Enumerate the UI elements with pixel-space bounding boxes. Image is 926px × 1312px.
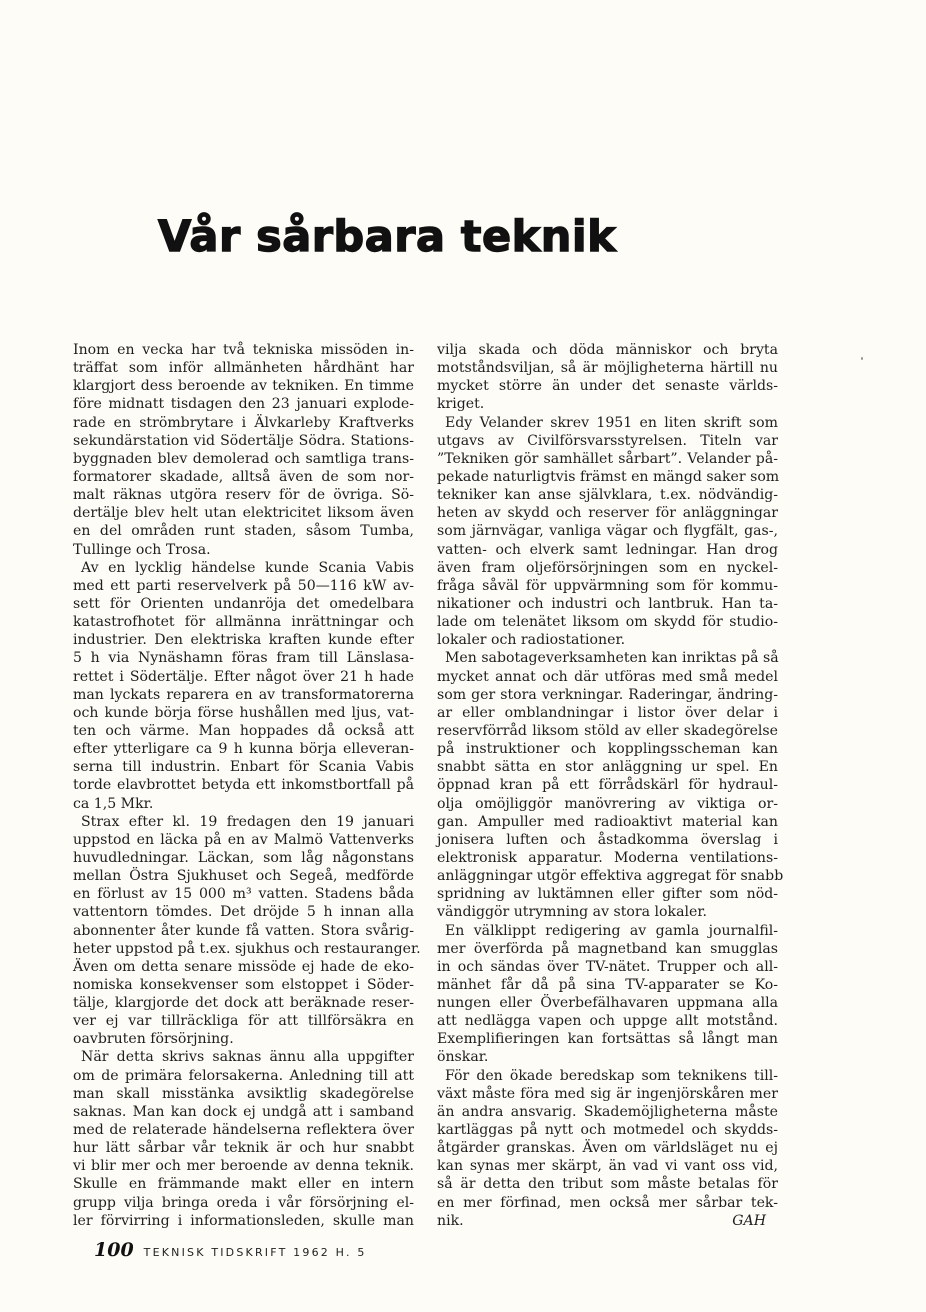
text-line: 5 h via Nynäshamn föras fram till Länslasa- <box>73 650 414 667</box>
text-line: nungen eller Överbefälhavaren uppmana alla <box>437 995 778 1012</box>
scan-speck <box>861 357 863 360</box>
text-line: vattentorn tömdes. Det dröjde 5 h innan alla <box>73 904 414 921</box>
text-line: Exemplifieringen kan fortsättas så långt man <box>437 1031 778 1048</box>
text-line: katastrofhotet för allmänna inrättningar och <box>73 614 414 631</box>
text-line: Strax efter kl. 19 fredagen den 19 januari <box>81 813 414 830</box>
text-line: och kunde börja förse hushållen med ljus, vat- <box>73 704 414 721</box>
text-line: träffat som inför allmänheten hårdhänt har <box>73 360 414 377</box>
text-line: En välklippt redigering av gamla journalfil- <box>445 922 778 939</box>
text-line: kartläggas på nytt och motmedel och skydds- <box>437 1122 778 1139</box>
page-number: 100 <box>94 1239 134 1261</box>
text-line: nomiska konsekvenser som elstoppet i Söder- <box>73 976 414 993</box>
text-line: ver ej var tillräckliga för att tillförsäkra en <box>73 1013 414 1030</box>
text-line: före midnatt tisdagen den 23 januari explode- <box>73 396 414 413</box>
text-line: Men sabotageverksamheten kan inriktas på så <box>445 650 779 667</box>
text-line: ”Tekniken gör samhället sårbart”. Velander på- <box>437 450 778 467</box>
text-line: en mer förfinad, men också mer sårbar tek- <box>437 1194 778 1211</box>
text-line: än andra ansvarig. Skademöjligheterna måste <box>437 1103 778 1120</box>
text-line: vilja skada och döda människor och bryta <box>437 342 778 358</box>
text-line: Tullinge och Trosa. <box>73 541 211 558</box>
text-line: även fram oljeförsörjningen som en nyckel- <box>437 559 778 576</box>
journal-issue: TEKNISK TIDSKRIFT 1962 H. 5 <box>143 1246 367 1259</box>
text-line: mer överförda på magnetband kan smugglas <box>437 940 778 957</box>
text-line: som järnvägar, vanliga vägar och flygfält, gas-, <box>437 523 778 540</box>
text-line: oavbruten försörjning. <box>73 1031 234 1048</box>
text-line: kriget. <box>437 396 485 413</box>
page-footer <box>94 1239 367 1261</box>
text-line: rade en strömbrytare i Älvkarleby Kraftverks <box>73 414 414 431</box>
text-line: torde elavbrottet betyda ett inkomstbortfall på <box>73 777 414 794</box>
text-line: med de relaterade händelserna reflektera över <box>73 1122 414 1139</box>
text-line: en förlust av 15 000 m³ vatten. Stadens båda <box>73 886 414 903</box>
text-line: snabbt sätta en stor anläggning ur spel. En <box>437 759 778 776</box>
text-line: kan synas mer skärpt, än vad vi vant oss vid, <box>437 1158 778 1175</box>
text-line: heten av skydd och reserver för anläggningar <box>437 505 778 522</box>
text-line: spridning av luktämnen eller gifter som nöd- <box>437 886 778 903</box>
text-line: lade om telenätet liksom om skydd för studio- <box>437 614 778 631</box>
text-line: Inom en vecka har två tekniska missöden in- <box>73 342 414 358</box>
text-line: växt måste föra med sig är ingenjörskåren mer <box>437 1085 778 1102</box>
text-line: nikationer och industri och lantbruk. Han ta- <box>437 595 778 612</box>
text-line: rettet i Södertälje. Efter något över 21 h hade <box>73 668 414 685</box>
text-line: anläggningar utgör effektiva aggregat för snabb <box>437 868 784 885</box>
text-line: sett för Orienten undanröja det omedelbara <box>73 595 414 612</box>
text-line: malt räknas utgöra reserv för de övriga. Sö- <box>73 487 414 504</box>
text-line: en del områden runt staden, såsom Tumba, <box>73 523 414 540</box>
text-line: När detta skrivs saknas ännu alla uppgifter <box>81 1049 414 1066</box>
text-line: industrier. Den elektriska kraften kunde efter <box>73 632 414 649</box>
text-line: motståndsviljan, så är möjligheterna härtill nu <box>437 360 778 377</box>
text-line: ler förvirring i informationsleden, skulle man <box>73 1212 414 1229</box>
text-line: byggnaden blev demolerad och samtliga trans- <box>73 450 414 467</box>
text-line: nik. <box>437 1212 464 1229</box>
text-line: Edy Velander skrev 1951 en liten skrift som <box>445 414 778 431</box>
text-line: vändiggör utrymning av stora lokaler. <box>437 904 707 921</box>
text-line: man lyckats reparera en av transformatorerna <box>73 686 414 703</box>
text-line: abonnenter åter kunde få vatten. Stora svårig- <box>73 922 414 939</box>
text-line: Även om detta senare missöde ej hade de eko- <box>73 958 414 975</box>
text-line: mänhet får då på sina TV-apparater se Ko- <box>437 976 778 993</box>
text-line: gan. Ampuller med radioaktivt material kan <box>437 813 778 830</box>
text-line: att nedlägga vapen och uppge allt motstånd. <box>437 1013 778 1030</box>
text-line: ar eller omblandningar i listor över delar i <box>437 704 778 721</box>
text-line: För den ökade beredskap som teknikens till- <box>445 1067 778 1084</box>
text-line: in och sändas över TV-nätet. Trupper och all- <box>437 958 778 975</box>
text-line: man skall misstänka avsiktlig skadegörelse <box>73 1085 414 1102</box>
text-line: åtgärder granskas. Även om världsläget nu ej <box>437 1140 778 1157</box>
text-line: med ett parti reservelverk på 50—116 kW av- <box>73 577 414 594</box>
text-line: Av en lycklig händelse kunde Scania Vabis <box>81 559 414 576</box>
right-text-column <box>437 341 784 1230</box>
text-line: efter ytterligare ca 9 h kunna börja elleveran- <box>73 741 414 758</box>
text-line: så är detta den tribut som måste betalas för <box>437 1176 778 1193</box>
text-line: fråga såväl för uppvärmning som för kommu- <box>437 577 778 594</box>
text-line: tekniker kan anse självklara, t.ex. nödvändig- <box>437 487 778 504</box>
text-line: på instruktioner och kopplingsscheman kan <box>437 741 778 758</box>
text-line: mellan Östra Sjukhuset och Segeå, medförde <box>73 868 414 885</box>
left-text-column <box>73 341 421 1230</box>
text-line: huvudledningar. Läckan, som låg någonstans <box>73 849 414 866</box>
text-line: grupp vilja bringa oreda i vår försörjning el- <box>73 1194 414 1211</box>
text-line: vi blir mer och mer beroende av denna teknik. <box>73 1158 414 1175</box>
text-line: saknas. Man kan dock ej undgå att i samband <box>73 1103 414 1120</box>
text-line: jonisera luften och åstadkomma överslag i <box>437 831 778 848</box>
text-line: mycket annat och där utföras med små medel <box>437 668 778 685</box>
signature-line <box>437 1212 778 1230</box>
text-line: mycket större än under det senaste världs- <box>437 378 778 395</box>
text-line: vatten- och elverk samt ledningar. Han drog <box>437 541 778 558</box>
text-line: om de primära felorsakerna. Anledning till att <box>73 1067 414 1084</box>
text-line: klargjort dess beroende av tekniken. En timme <box>73 378 414 395</box>
text-line: formatorer skadade, alltså även de som nor- <box>73 468 414 485</box>
text-line: ten och värme. Man hoppades då också att <box>73 722 414 739</box>
text-line: som ger stora verkningar. Raderingar, ändring- <box>437 686 778 703</box>
text-line: elektronisk apparatur. Moderna ventilations- <box>437 849 778 866</box>
text-line: dertälje blev helt utan elektricitet liksom även <box>73 505 414 522</box>
text-line: ca 1,5 Mkr. <box>73 795 154 812</box>
text-line: Skulle en främmande makt eller en intern <box>73 1176 414 1193</box>
text-line: heter uppstod på t.ex. sjukhus och restauranger. <box>73 940 421 957</box>
text-line: serna till industrin. Enbart för Scania Vabis <box>73 759 414 776</box>
article-title: Vår sårbara teknik <box>158 212 617 262</box>
text-line: önskar. <box>437 1049 489 1066</box>
text-line: lokaler och radiostationer. <box>437 632 626 649</box>
text-line: olja omöjliggör manövrering av viktiga or- <box>437 795 778 812</box>
text-line: utgavs av Civilförsvarsstyrelsen. Titeln var <box>437 432 778 449</box>
text-line: sekundärstation vid Södertälje Södra. Stations- <box>73 432 414 449</box>
text-line: öppnad kran på ett förrådskärl för hydraul- <box>437 777 778 794</box>
text-line: reservförråd liksom stöld av eller skadegörelse <box>437 722 778 739</box>
text-line: tälje, klargjorde det dock att beräknade reser- <box>73 995 414 1012</box>
text-line: pekade naturligtvis främst en mängd saker som <box>437 468 780 485</box>
text-line: uppstod en läcka på en av Malmö Vattenverks <box>73 831 414 848</box>
author-signature: GAH <box>732 1212 766 1229</box>
text-line: hur lätt sårbar vår teknik är och hur snabbt <box>73 1140 414 1157</box>
